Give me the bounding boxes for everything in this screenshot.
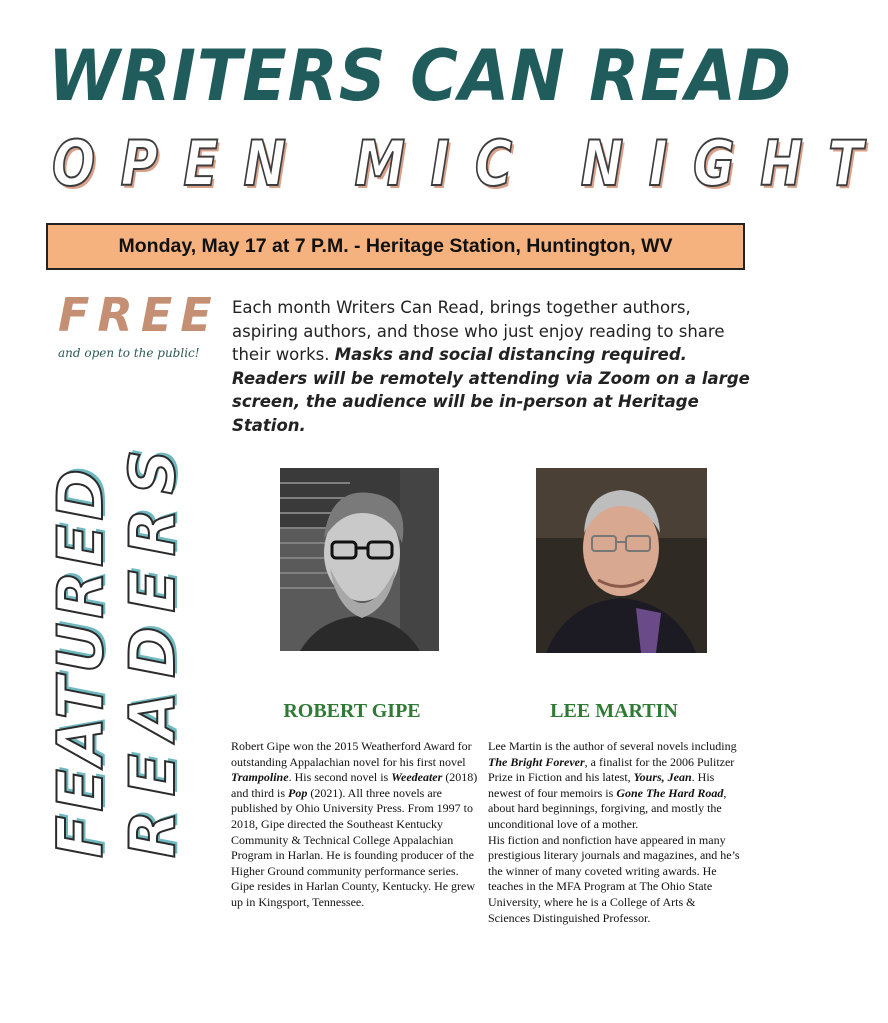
book-title: Gone The Hard Road	[616, 785, 724, 800]
free-sublabel: and open to the public!	[58, 346, 200, 360]
bio-text: (2021). All three novels are published by Ohio University Press. From 1997 to 2018, Gipe directed the Southeast Kentucky Community & Technical College Appalachian Program in Harlan. He is founding producer of the Higher Ground community performance series. Gipe resides in Harlan County, Kentucky. He grew up in Kingsport, Tennessee.	[231, 785, 476, 909]
book-title: Weedeater	[391, 770, 443, 785]
reader-bio-martin	[488, 739, 740, 926]
event-title: WRITERS CAN READ	[48, 35, 792, 117]
book-title: Trampoline	[231, 770, 289, 785]
bio-text: , a finalist for the 2006 Pulitzer Prize in Fiction and his latest,	[488, 754, 735, 785]
bio-text: , about hard beginnings, forgiving, and mostly the unconditional love of a mother.	[488, 785, 727, 831]
bio-text: . His newest of four memoirs is	[488, 770, 715, 800]
date-location-banner: Monday, May 17 at 7 P.M. - Heritage Station, Huntington, WV	[46, 223, 745, 270]
book-title: Yours, Jean	[633, 770, 692, 785]
reader-name-gipe: ROBERT GIPE	[283, 700, 421, 722]
featured-readers-heading	[45, 436, 189, 858]
bio-text: (2018) and third is	[231, 770, 478, 800]
intro-paragraph	[232, 296, 752, 437]
featured-heading-line1: FEATURED	[44, 465, 117, 858]
free-label: FREE	[58, 288, 220, 342]
bio-text: . His second novel is	[288, 770, 392, 785]
book-title: The Bright Forever	[488, 754, 585, 769]
reader-bio-gipe	[231, 739, 481, 911]
reader-name-martin: LEE MARTIN	[550, 700, 678, 722]
event-subtitle: OPEN MIC NIGHT	[52, 127, 888, 200]
lee-martin-photo	[536, 468, 707, 653]
bio-text: Lee Martin is the author of several novels including	[488, 739, 737, 753]
book-title: Pop	[288, 785, 308, 800]
intro-bold-text: Masks and social distancing required. Readers will be remotely attending via Zoom on a large screen, the audience will be in-person at Heritage Station.	[232, 345, 750, 435]
bio-text: His fiction and nonfiction have appeared in many prestigious literary journals and magazines, and he’s the winner of many coveted writing awards. He teaches in the MFA Program at The Ohio State University, where he is a College of Arts & Sciences Distinguished Professor.	[488, 832, 740, 925]
bio-text: Robert Gipe won the 2015 Weatherford Award for outstanding Appalachian novel for his first novel	[231, 739, 472, 769]
robert-gipe-photo	[280, 468, 439, 651]
featured-heading-line2: READERS	[116, 435, 189, 858]
intro-text: Each month Writers Can Read, brings together authors, aspiring authors, and those who just enjoy reading to share their works.	[232, 298, 725, 364]
